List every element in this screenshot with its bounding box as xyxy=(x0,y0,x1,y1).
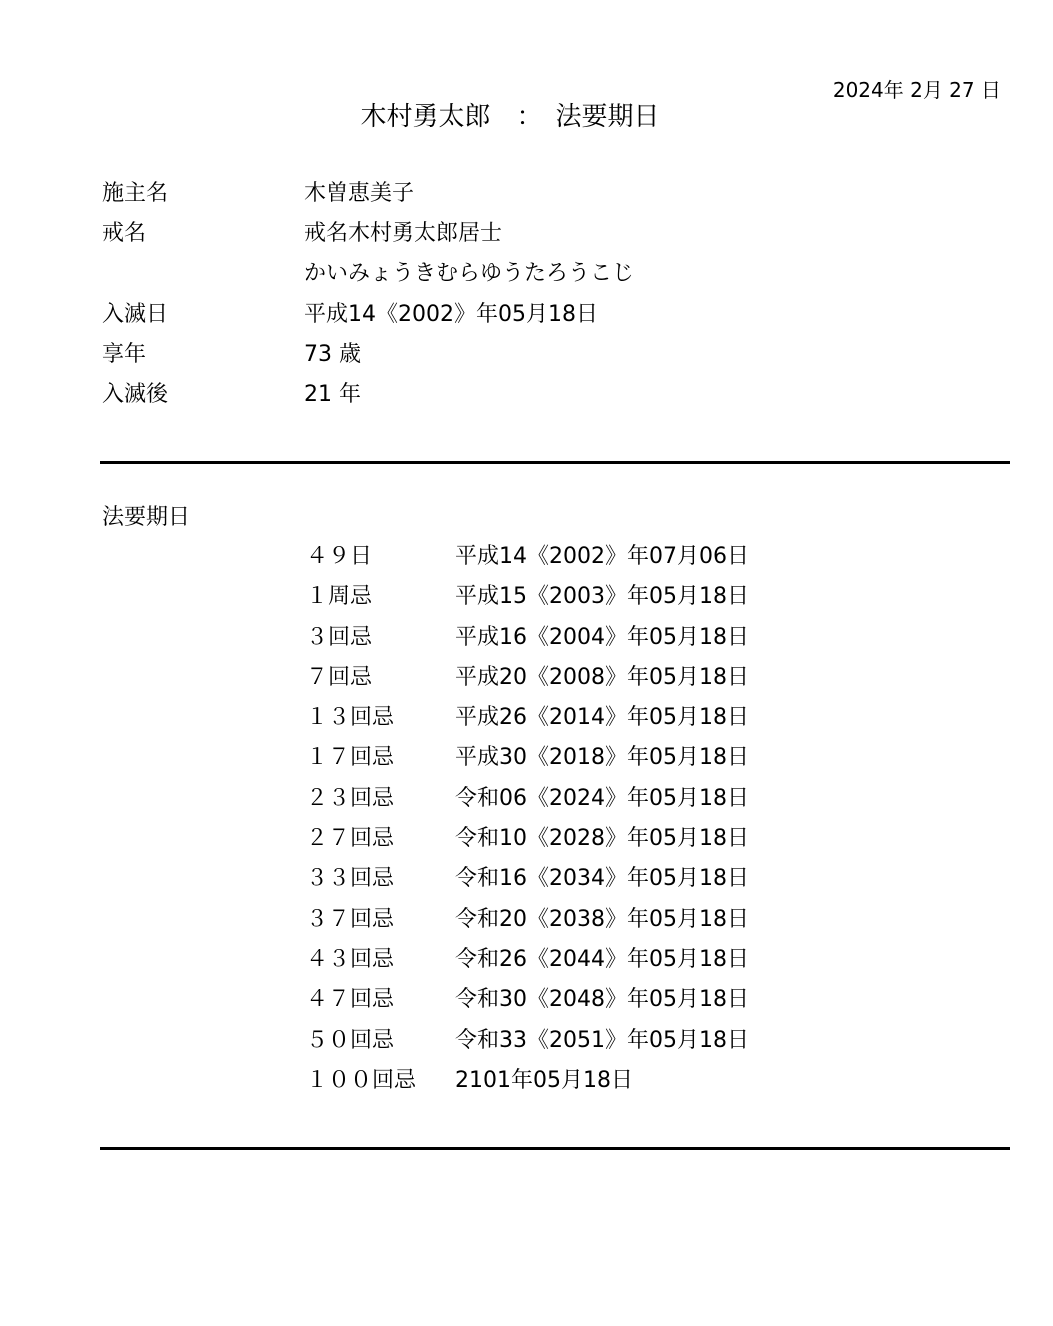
sponsor-row xyxy=(0,174,1053,214)
memorial-name: ２７回忌 xyxy=(306,826,395,852)
memorial-row xyxy=(0,779,1053,819)
kaimyo-value: 戒名木村勇太郎居士 xyxy=(304,221,503,246)
years-since-label: 入滅後 xyxy=(102,382,169,407)
memorial-date: 令和16《2034》年05月18日 xyxy=(455,866,749,892)
memorial-row xyxy=(0,1061,1053,1101)
memorial-row xyxy=(0,900,1053,940)
memorial-name: ４３回忌 xyxy=(306,946,395,972)
memorial-row xyxy=(0,819,1053,859)
divider-top xyxy=(100,461,1010,464)
kaimyo-row xyxy=(0,214,1053,254)
age-value: 73 歳 xyxy=(304,342,361,367)
memorial-list xyxy=(0,537,1053,1101)
kaimyo-reading: かいみょうきむらゆうたろうこじ xyxy=(304,261,635,286)
memorial-row xyxy=(0,537,1053,577)
memorial-date: 平成30《2018》年05月18日 xyxy=(455,745,749,771)
memorial-row xyxy=(0,980,1053,1020)
memorial-name: ３３回忌 xyxy=(306,866,395,892)
years-since-row xyxy=(0,375,1053,415)
memorial-row xyxy=(0,577,1053,617)
memorial-name: １７回忌 xyxy=(306,745,395,771)
memorial-date: 令和26《2044》年05月18日 xyxy=(455,946,749,972)
memorial-date: 平成15《2003》年05月18日 xyxy=(455,584,749,610)
memorial-name: ４９日 xyxy=(306,544,373,569)
divider-bottom xyxy=(100,1147,1010,1150)
document-date: 2024年 2月 27 日 xyxy=(832,78,1001,102)
page-title: 木村勇太郎 ： 法要期日 xyxy=(360,102,660,132)
memorial-name: ３７回忌 xyxy=(306,906,395,932)
memorial-row xyxy=(0,658,1053,698)
death-date-label: 入滅日 xyxy=(102,302,169,327)
memorial-date: 令和10《2028》年05月18日 xyxy=(455,826,749,852)
memorial-date: 令和20《2038》年05月18日 xyxy=(455,906,749,932)
memorial-date: 平成16《2004》年05月18日 xyxy=(455,624,749,650)
memorial-name: ４７回忌 xyxy=(306,987,395,1013)
memorial-date: 2101年05月18日 xyxy=(455,1067,633,1093)
age-label: 享年 xyxy=(102,342,147,367)
memorial-row xyxy=(0,698,1053,738)
memorial-name: ５０回忌 xyxy=(306,1027,395,1053)
memorial-name: １３回忌 xyxy=(306,705,395,731)
memorial-name: １００回忌 xyxy=(306,1067,417,1093)
memorial-row xyxy=(0,859,1053,899)
death-date-row xyxy=(0,295,1053,335)
kaimyo-reading-row xyxy=(0,254,1053,294)
kaimyo-label: 戒名 xyxy=(102,221,147,246)
death-date-value: 平成14《2002》年05月18日 xyxy=(304,302,598,327)
memorials-section-label: 法要期日 xyxy=(102,505,191,530)
memorial-date: 平成26《2014》年05月18日 xyxy=(455,705,749,731)
memorial-date: 令和33《2051》年05月18日 xyxy=(455,1027,749,1053)
memorial-row xyxy=(0,618,1053,658)
sponsor-value: 木曽恵美子 xyxy=(304,181,415,206)
age-row xyxy=(0,335,1053,375)
memorial-date: 平成20《2008》年05月18日 xyxy=(455,664,749,690)
memorial-date: 令和30《2048》年05月18日 xyxy=(455,987,749,1013)
memorial-row xyxy=(0,1021,1053,1061)
years-since-value: 21 年 xyxy=(304,382,361,407)
memorial-name: ３回忌 xyxy=(306,624,373,650)
memorial-date: 令和06《2024》年05月18日 xyxy=(455,785,749,811)
memorial-date: 平成14《2002》年07月06日 xyxy=(455,544,749,569)
memorial-row xyxy=(0,738,1053,778)
memorial-name: ２３回忌 xyxy=(306,785,395,811)
sponsor-label: 施主名 xyxy=(102,181,169,206)
memorial-name: ７回忌 xyxy=(306,664,373,690)
memorial-row xyxy=(0,940,1053,980)
memorial-name: １周忌 xyxy=(306,584,373,610)
